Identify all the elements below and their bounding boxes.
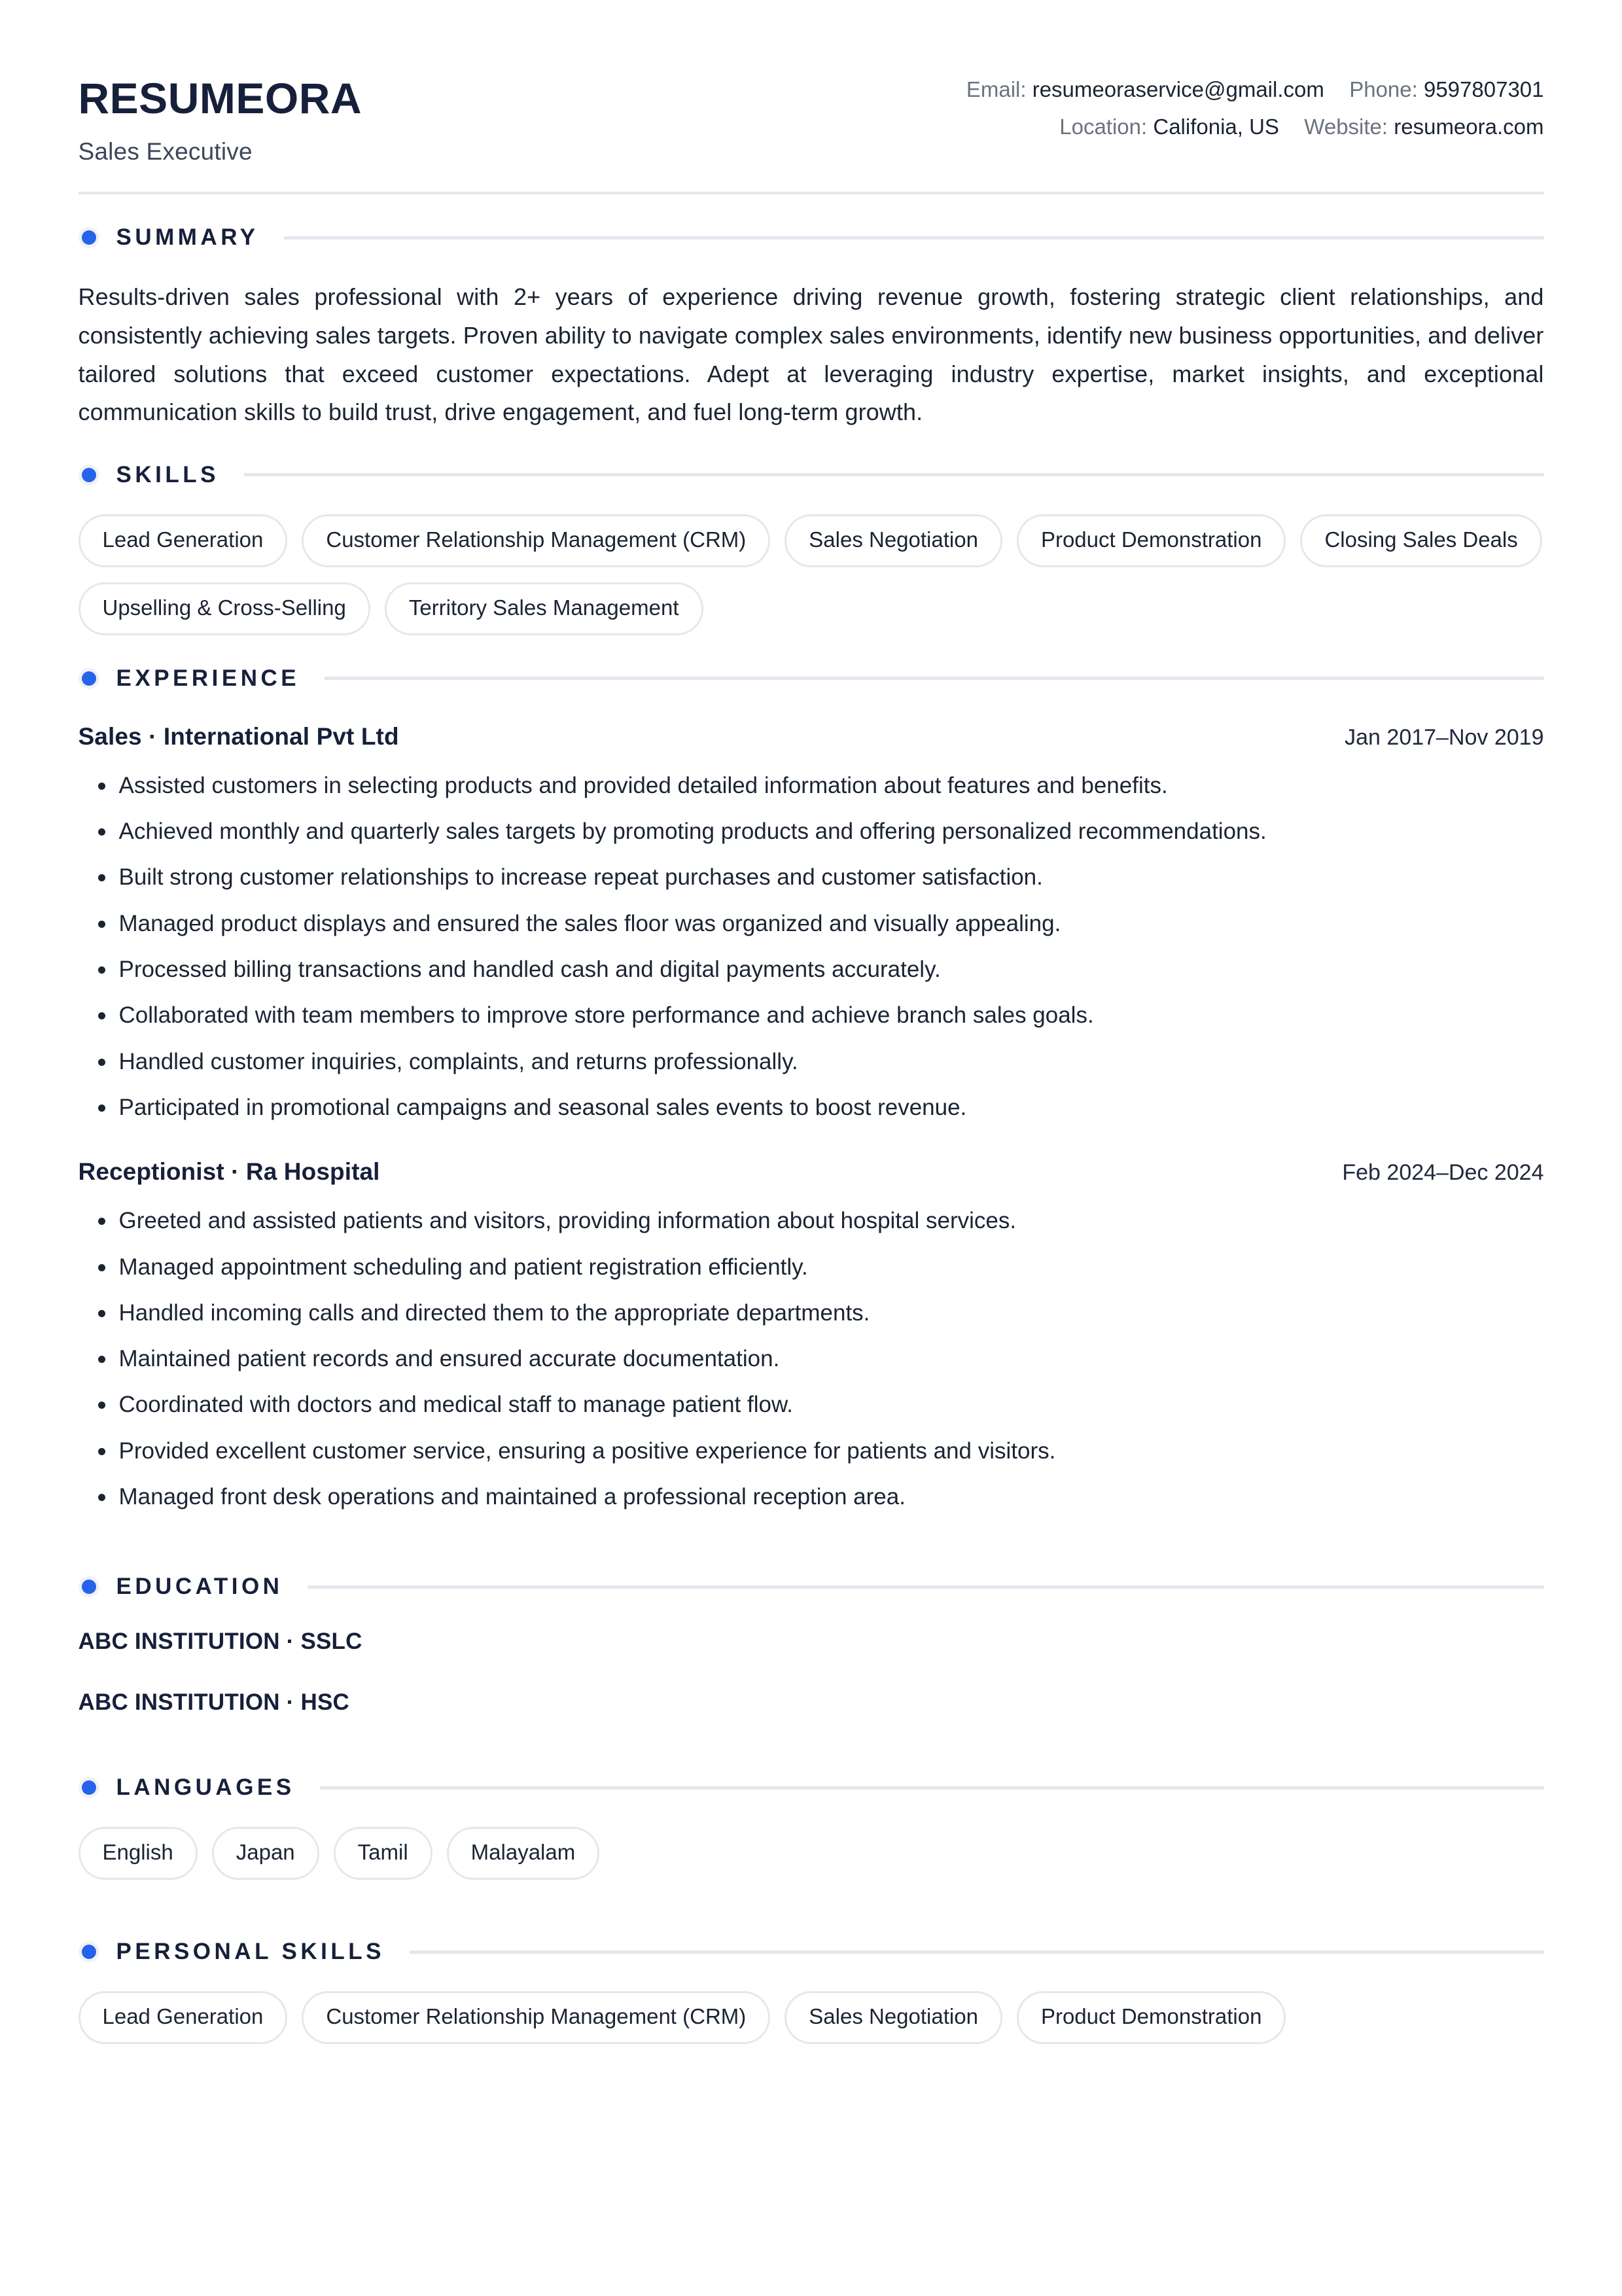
- personal-skill-pill[interactable]: Customer Relationship Management (CRM): [302, 1991, 770, 2044]
- job-title: Receptionist · Ra Hospital: [78, 1158, 380, 1186]
- job-bullet-list: [79, 1203, 1544, 1515]
- skill-pill[interactable]: Product Demonstration: [1017, 514, 1286, 567]
- layout-spacer: [79, 1515, 1544, 1544]
- job-title: Sales · International Pvt Ltd: [78, 722, 399, 750]
- candidate-name: RESUMEORA: [78, 74, 362, 122]
- job-bullet: Coordinated with doctors and medical staff to manage patient flow.: [79, 1386, 1544, 1422]
- skills-pill-row: [79, 514, 1544, 635]
- email-label: Email:: [966, 77, 1027, 101]
- language-pill[interactable]: Japan: [212, 1827, 319, 1880]
- personal-skill-pill[interactable]: Sales Negotiation: [785, 1991, 1002, 2044]
- layout-spacer: [79, 1880, 1544, 1909]
- section-divider: [410, 1951, 1543, 1954]
- education-item: ABC INSTITUTION · HSC: [78, 1689, 349, 1716]
- job-bullet: Provided excellent customer service, ensuring a positive experience for patients and visitors.: [79, 1433, 1544, 1469]
- section-summary: [79, 194, 1544, 432]
- location-value: Califonia, US: [1153, 115, 1279, 139]
- bullet-dot-icon: [79, 1941, 99, 1962]
- skill-pill[interactable]: Territory Sales Management: [385, 582, 703, 635]
- summary-header: [79, 194, 1544, 251]
- education-item: ABC INSTITUTION · SSLC: [78, 1629, 362, 1655]
- language-pill[interactable]: English: [79, 1827, 198, 1880]
- job-bullet: Collaborated with team members to improve store performance and achieve branch sales goals.: [79, 997, 1544, 1033]
- personal-skills-header: [79, 1909, 1544, 1965]
- layout-spacer: [79, 1716, 1544, 1744]
- phone-label: Phone:: [1349, 77, 1418, 101]
- section-divider: [320, 1786, 1544, 1790]
- section-personal-skills: [79, 1909, 1544, 2044]
- section-divider: [244, 473, 1544, 476]
- personal-skills-pill-row: [79, 1991, 1544, 2044]
- bullet-dot-icon: [79, 1777, 99, 1798]
- section-title-languages: LANGUAGES: [116, 1775, 295, 1801]
- section-title-summary: SUMMARY: [116, 224, 259, 251]
- website-label: Website:: [1304, 115, 1388, 139]
- job-bullet-list: [79, 768, 1544, 1125]
- section-education: [79, 1544, 1544, 1716]
- section-divider: [325, 677, 1543, 680]
- personal-skill-pill[interactable]: Product Demonstration: [1017, 1991, 1286, 2044]
- header-contact: [966, 63, 1544, 145]
- job-bullet: Maintained patient records and ensured accurate documentation.: [79, 1341, 1544, 1377]
- website-value[interactable]: resumeora.com: [1394, 115, 1544, 139]
- experience-item-header: [79, 723, 1544, 751]
- contact-line-1: [966, 72, 1544, 107]
- resume-content: [79, 63, 1544, 192]
- job-bullet: Greeted and assisted patients and visitors, providing information about hospital services.: [79, 1203, 1544, 1239]
- section-title-personal-skills: PERSONAL SKILLS: [116, 1939, 385, 1965]
- section-divider: [308, 1585, 1543, 1589]
- phone-value[interactable]: 9597807301: [1423, 77, 1544, 101]
- job-bullet: Managed front desk operations and maintained a professional reception area.: [79, 1479, 1544, 1515]
- language-pill[interactable]: Malayalam: [447, 1827, 600, 1880]
- section-title-education: EDUCATION: [116, 1574, 283, 1600]
- summary-text: Results-driven sales professional with 2+ years of experience driving revenue growth, fostering strategic client relationships, and consistently achieving sales targets. Proven ability to navigate complex sales environments, identify new business opportunities, and deliver tailored solutions that exceed customer expectations. Adept at leveraging industry expertise, market insights, and exceptional communication skills to build trust, drive engagement, and fuel long-term growth.: [78, 283, 1544, 426]
- job-bullet: Built strong customer relationships to increase repeat purchases and customer satisfaction.: [79, 859, 1544, 895]
- bullet-dot-icon: [79, 1576, 99, 1597]
- bullet-dot-icon: [79, 227, 99, 248]
- experience-item-header: [79, 1158, 1544, 1186]
- candidate-role: Sales Executive: [78, 138, 253, 166]
- skill-pill[interactable]: Upselling & Cross-Selling: [79, 582, 370, 635]
- job-dates: Jan 2017–Nov 2019: [1345, 724, 1544, 750]
- section-divider: [284, 236, 1544, 239]
- experience-header: [79, 635, 1544, 692]
- resume-header: [79, 63, 1544, 192]
- skill-pill[interactable]: Lead Generation: [79, 514, 288, 567]
- job-bullet: Handled customer inquiries, complaints, and returns professionally.: [79, 1044, 1544, 1080]
- skill-pill[interactable]: Customer Relationship Management (CRM): [302, 514, 770, 567]
- job-dates: Feb 2024–Dec 2024: [1342, 1160, 1544, 1186]
- job-bullet: Managed appointment scheduling and patient registration efficiently.: [79, 1249, 1544, 1285]
- personal-skill-pill[interactable]: Lead Generation: [79, 1991, 288, 2044]
- contact-line-2: [966, 109, 1544, 144]
- skill-pill[interactable]: Closing Sales Deals: [1300, 514, 1542, 567]
- header-identity: [79, 63, 362, 166]
- languages-pill-row: [79, 1827, 1544, 1880]
- bullet-dot-icon: [79, 668, 99, 689]
- job-bullet: Participated in promotional campaigns and seasonal sales events to boost revenue.: [79, 1089, 1544, 1125]
- section-title-skills: SKILLS: [116, 461, 219, 487]
- experience-item: [79, 1158, 1544, 1515]
- job-bullet: Handled incoming calls and directed them to the appropriate departments.: [79, 1295, 1544, 1331]
- section-title-experience: EXPERIENCE: [116, 665, 300, 691]
- section-skills: [79, 432, 1544, 635]
- location-label: Location:: [1059, 115, 1148, 139]
- section-experience: [79, 635, 1544, 1515]
- job-bullet: Achieved monthly and quarterly sales targets by promoting products and offering personalized recommendations.: [79, 813, 1544, 849]
- education-header: [79, 1544, 1544, 1600]
- section-languages: [79, 1744, 1544, 1880]
- language-pill[interactable]: Tamil: [334, 1827, 432, 1880]
- experience-item: [79, 723, 1544, 1125]
- bullet-dot-icon: [79, 465, 99, 486]
- job-bullet: Managed product displays and ensured the sales floor was organized and visually appealing.: [79, 906, 1544, 942]
- languages-header: [79, 1744, 1544, 1801]
- skills-header: [79, 432, 1544, 488]
- job-bullet: Assisted customers in selecting products and provided detailed information about features and benefits.: [79, 768, 1544, 804]
- email-value[interactable]: resumeoraservice@gmail.com: [1032, 77, 1324, 101]
- job-bullet: Processed billing transactions and handled cash and digital payments accurately.: [79, 951, 1544, 987]
- skill-pill[interactable]: Sales Negotiation: [785, 514, 1002, 567]
